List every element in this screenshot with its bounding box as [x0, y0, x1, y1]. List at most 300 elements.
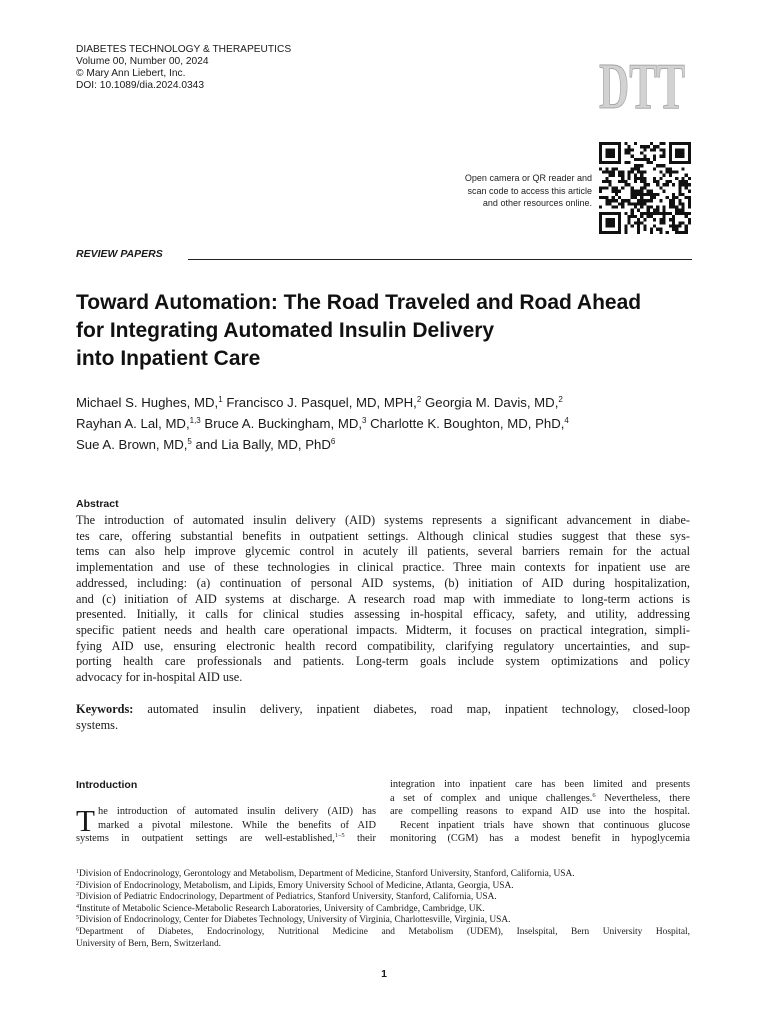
author-name: Michael S. Hughes, MD, [76, 395, 219, 410]
qr-finder-part [599, 142, 621, 145]
qr-module [621, 171, 624, 174]
qr-finder-part [605, 148, 615, 158]
qr-finder-part [599, 212, 602, 234]
qr-module [640, 158, 643, 161]
author-name: Charlotte K. Boughton, MD, PhD, [370, 416, 565, 431]
qr-module [650, 193, 653, 196]
qr-module [675, 224, 678, 227]
qr-module [681, 212, 684, 215]
qr-module [637, 218, 640, 221]
qr-module [618, 174, 621, 177]
intro-line: integration into inpatient care has been limited and presents [390, 779, 690, 790]
article-title [76, 289, 696, 373]
qr-module [678, 183, 681, 186]
qr-module [612, 190, 615, 193]
affiliation-item [76, 904, 690, 916]
qr-module [634, 205, 637, 208]
qr-module [624, 152, 627, 155]
journal-doi: DOI: 10.1089/dia.2024.0343 [76, 80, 205, 91]
qr-module [669, 171, 672, 174]
qr-module [653, 212, 656, 215]
qr-module [650, 148, 653, 151]
abstract-line: specific patient needs and health care operational impacts. Midterm, it focuses on practical integration, simpli- [76, 622, 690, 637]
qr-module [656, 164, 659, 167]
author-name: and Lia Bally, MD, PhD [195, 437, 331, 452]
qr-module [643, 148, 646, 151]
qr-module [650, 212, 653, 215]
affiliation-text: Division of Endocrinology, Center for Diabetes Technology, University of Virginia, Charlottesville, Virginia, USA. [79, 915, 511, 926]
qr-module [662, 209, 665, 212]
affiliation-text: Institute of Metabolic Science-Metabolic Research Laboratories, University of Cambridge, Cambridge, UK. [79, 903, 485, 914]
qr-module [653, 180, 656, 183]
qr-module [637, 199, 640, 202]
qr-module [659, 228, 662, 231]
qr-module [681, 167, 684, 170]
affiliation-number: 1 [76, 869, 79, 875]
qr-module [612, 196, 615, 199]
qr-module [688, 202, 691, 205]
author-line [76, 413, 569, 434]
qr-module [653, 155, 656, 158]
qr-note [420, 172, 592, 210]
qr-module [653, 196, 656, 199]
qr-module [662, 142, 665, 145]
qr-module [631, 212, 634, 215]
qr-module [634, 164, 637, 167]
qr-code[interactable] [599, 142, 691, 234]
keywords-line [76, 702, 690, 718]
qr-module [656, 180, 659, 183]
qr-module [631, 196, 634, 199]
qr-module [685, 231, 688, 234]
qr-note-line: Open camera or QR reader and [464, 173, 592, 183]
qr-module [643, 212, 646, 215]
qr-module [669, 174, 672, 177]
intro-column-right [390, 778, 690, 846]
qr-module [605, 180, 608, 183]
qr-module [628, 199, 631, 202]
qr-module [643, 228, 646, 231]
intro-line: he introduction of automated insulin delivery (AID) has [98, 806, 376, 817]
qr-module [615, 190, 618, 193]
qr-module [615, 193, 618, 196]
qr-module [675, 196, 678, 199]
qr-module [599, 205, 602, 208]
qr-module [675, 209, 678, 212]
qr-module [640, 212, 643, 215]
qr-module [634, 190, 637, 193]
drop-cap: T [76, 803, 95, 838]
qr-module [650, 215, 653, 218]
abstract-line: addressed, including: (a) continuation of personal AID systems, (b) initiation of AID during hospitalization, [76, 575, 690, 590]
qr-module [672, 202, 675, 205]
qr-module [675, 205, 678, 208]
qr-module [672, 215, 675, 218]
author-affiliation: 4 [564, 416, 569, 425]
author-line [76, 392, 569, 413]
qr-module [624, 231, 627, 234]
author-affiliation: 2 [558, 395, 563, 404]
qr-module [672, 199, 675, 202]
qr-module [675, 177, 678, 180]
qr-module [634, 180, 637, 183]
qr-module [628, 215, 631, 218]
qr-module [653, 209, 656, 212]
intro-line [76, 832, 376, 846]
qr-module [685, 180, 688, 183]
qr-module [640, 177, 643, 180]
qr-module [599, 186, 602, 189]
intro-line: are compelling reasons to expand AID use into the hospital. [390, 806, 690, 818]
qr-module [602, 171, 605, 174]
author-affiliation: 6 [330, 437, 336, 446]
qr-module [647, 193, 650, 196]
qr-module [612, 171, 615, 174]
qr-module [678, 221, 681, 224]
abstract-body [76, 513, 690, 686]
qr-module [615, 205, 618, 208]
author-name: Rayhan A. Lal, MD, [76, 416, 190, 431]
qr-module [647, 158, 650, 161]
qr-module [662, 205, 665, 208]
affiliation-number: 4 [76, 903, 79, 910]
author-name: Georgia M. Davis, MD, [424, 395, 559, 410]
introduction-heading: Introduction [76, 779, 138, 791]
intro-line: Recent inpatient trials have shown that continuous glucose [400, 819, 690, 831]
qr-module [631, 215, 634, 218]
qr-module [688, 183, 691, 186]
intro-text: a set of complex and unique challenges. [390, 792, 593, 804]
author-name: Bruce A. Buckingham, MD, [204, 416, 363, 431]
qr-module [688, 212, 691, 215]
qr-module [666, 183, 669, 186]
affiliation-item [76, 927, 690, 939]
qr-module [634, 193, 637, 196]
author-affiliation: 5 [187, 437, 192, 446]
qr-module [634, 177, 637, 180]
qr-module [681, 231, 684, 234]
qr-module [675, 228, 678, 231]
qr-module [624, 224, 627, 227]
affiliation-number: 2 [76, 880, 79, 887]
qr-module [637, 221, 640, 224]
qr-finder-part [669, 142, 672, 164]
qr-module [631, 148, 634, 151]
qr-module [612, 174, 615, 177]
affiliation-text: Division of Endocrinology, Metabolism, and Lipids, Emory University School of Medicine, Atlanta, Georgia, USA. [79, 880, 514, 891]
qr-finder-part [599, 231, 621, 234]
qr-module [647, 215, 650, 218]
abstract-line: The introduction of automated insulin delivery (AID) systems represents a significant advancement in diabe- [76, 513, 690, 527]
qr-module [659, 221, 662, 224]
qr-module [609, 174, 612, 177]
qr-module [599, 196, 602, 199]
qr-module [628, 145, 631, 148]
keywords-text: automated insulin delivery, inpatient diabetes, road map, inpatient technology, closed-loop [147, 702, 691, 716]
qr-module [612, 186, 615, 189]
qr-module [605, 202, 608, 205]
qr-module [672, 228, 675, 231]
qr-module [624, 199, 627, 202]
affiliation-item [76, 881, 690, 893]
qr-module [612, 199, 615, 202]
affiliation-number: 3 [76, 892, 79, 899]
qr-module [659, 177, 662, 180]
qr-module [678, 199, 681, 202]
qr-module [612, 205, 615, 208]
qr-module [688, 196, 691, 199]
qr-module [647, 183, 650, 186]
qr-module [672, 171, 675, 174]
qr-module [656, 205, 659, 208]
qr-module [669, 212, 672, 215]
abstract-line: tems can also help improve glycemic control in acutely ill patients, several barriers remain for the actual [76, 544, 690, 559]
qr-module [666, 180, 669, 183]
qr-module [653, 145, 656, 148]
qr-module [624, 148, 627, 151]
qr-module [688, 199, 691, 202]
qr-module [624, 228, 627, 231]
author-affiliation: 1,3 [189, 416, 201, 425]
qr-module [678, 180, 681, 183]
qr-module [631, 224, 634, 227]
qr-module [605, 199, 608, 202]
qr-module [662, 174, 665, 177]
qr-module [637, 202, 640, 205]
qr-finder-part [669, 161, 691, 164]
journal-volume: Volume 00, Number 00, 2024 [76, 56, 209, 67]
intro-line: marked a pivotal milestone. While the benefits of AID [98, 819, 376, 831]
qr-module [681, 209, 684, 212]
qr-module [605, 177, 608, 180]
qr-module [653, 167, 656, 170]
qr-module [634, 158, 637, 161]
qr-module [631, 171, 634, 174]
qr-module [637, 177, 640, 180]
author-name: Francisco J. Pasquel, MD, MPH, [226, 395, 417, 410]
qr-module [637, 224, 640, 227]
qr-module [659, 186, 662, 189]
qr-module [643, 155, 646, 158]
affiliation-number: 5 [76, 915, 79, 922]
qr-module [650, 205, 653, 208]
qr-module [675, 212, 678, 215]
qr-module [659, 231, 662, 234]
qr-module [681, 193, 684, 196]
qr-module [685, 174, 688, 177]
qr-module [640, 174, 643, 177]
qr-module [685, 224, 688, 227]
qr-module [640, 202, 643, 205]
qr-module [631, 155, 634, 158]
qr-module [659, 171, 662, 174]
qr-module [669, 167, 672, 170]
qr-module [640, 180, 643, 183]
qr-finder-part [599, 161, 621, 164]
qr-module [647, 190, 650, 193]
qr-module [618, 171, 621, 174]
qr-module [640, 190, 643, 193]
qr-module [631, 167, 634, 170]
qr-finder-part [599, 142, 602, 164]
qr-finder-part [605, 218, 615, 228]
author-name: Sue A. Brown, MD, [76, 437, 188, 452]
qr-module [624, 183, 627, 186]
affiliation-item [76, 892, 690, 904]
qr-module [688, 190, 691, 193]
citation[interactable]: 1–5 [334, 832, 345, 840]
qr-module [637, 167, 640, 170]
qr-module [656, 212, 659, 215]
author-affiliation: 1 [218, 395, 223, 404]
qr-module [599, 167, 602, 170]
qr-module [681, 180, 684, 183]
qr-module [618, 180, 621, 183]
qr-module [643, 177, 646, 180]
affiliation-number: 6 [76, 926, 79, 933]
qr-module [662, 164, 665, 167]
qr-module [678, 212, 681, 215]
qr-module [634, 174, 637, 177]
qr-module [624, 161, 627, 164]
qr-module [656, 145, 659, 148]
qr-module [647, 145, 650, 148]
qr-module [628, 161, 631, 164]
qr-module [653, 224, 656, 227]
qr-module [612, 167, 615, 170]
qr-module [643, 186, 646, 189]
qr-module [621, 186, 624, 189]
qr-module [621, 202, 624, 205]
qr-module [681, 221, 684, 224]
qr-module [602, 196, 605, 199]
qr-module [628, 177, 631, 180]
qr-module [615, 199, 618, 202]
affiliations [76, 869, 690, 950]
qr-module [678, 231, 681, 234]
qr-module [653, 148, 656, 151]
qr-module [669, 202, 672, 205]
title-line: Toward Automation: The Road Traveled and Road Ahead [76, 291, 642, 314]
qr-module [618, 196, 621, 199]
qr-module [624, 142, 627, 145]
qr-module [678, 209, 681, 212]
qr-module [666, 231, 669, 234]
qr-module [656, 209, 659, 212]
qr-module [688, 218, 691, 221]
qr-module [678, 193, 681, 196]
qr-module [628, 218, 631, 221]
qr-module [637, 231, 640, 234]
qr-module [628, 152, 631, 155]
qr-module [662, 148, 665, 151]
qr-module [647, 199, 650, 202]
qr-module [672, 224, 675, 227]
qr-module [640, 186, 643, 189]
qr-module [643, 145, 646, 148]
qr-module [659, 218, 662, 221]
qr-module [640, 221, 643, 224]
qr-module [688, 221, 691, 224]
qr-module [640, 145, 643, 148]
qr-module [618, 202, 621, 205]
qr-module [688, 205, 691, 208]
abstract-line: tes care, offering substantial benefits in outpatient settings. Although clinical studies suggest that these sys- [76, 528, 690, 543]
qr-module [653, 193, 656, 196]
qr-module [628, 174, 631, 177]
qr-module [599, 190, 602, 193]
qr-module [605, 171, 608, 174]
intro-line [390, 792, 690, 806]
qr-module [631, 193, 634, 196]
qr-module [672, 196, 675, 199]
qr-module [621, 180, 624, 183]
qr-module [621, 199, 624, 202]
qr-module [650, 161, 653, 164]
qr-module [669, 180, 672, 183]
qr-module [688, 177, 691, 180]
qr-module [609, 202, 612, 205]
affiliation-item [76, 915, 690, 927]
qr-module [650, 190, 653, 193]
qr-module [634, 196, 637, 199]
qr-module [643, 199, 646, 202]
qr-module [605, 167, 608, 170]
qr-module [650, 196, 653, 199]
qr-module [637, 171, 640, 174]
qr-module [650, 231, 653, 234]
qr-module [662, 218, 665, 221]
qr-module [609, 171, 612, 174]
qr-module [662, 212, 665, 215]
qr-module [669, 218, 672, 221]
affiliation-item [76, 869, 690, 881]
abstract-line: porting health care professionals and patients. Long-term goals include system optimizations and policy [76, 654, 690, 669]
qr-module [653, 177, 656, 180]
qr-module [634, 142, 637, 145]
qr-module [647, 205, 650, 208]
qr-module [602, 180, 605, 183]
journal-header [76, 44, 291, 92]
qr-module [640, 171, 643, 174]
qr-module [643, 180, 646, 183]
qr-module [628, 148, 631, 151]
qr-module [662, 215, 665, 218]
qr-module [637, 158, 640, 161]
qr-finder-part [618, 142, 621, 164]
qr-module [634, 202, 637, 205]
qr-module [643, 158, 646, 161]
qr-module [643, 202, 646, 205]
abstract-line: fying AID use, ensuring electronic health record compatibility, clarifying regulatory uncertainties, and sup- [76, 638, 690, 653]
qr-module [634, 221, 637, 224]
qr-module [685, 215, 688, 218]
author-line [76, 434, 569, 455]
citation[interactable]: 6 [592, 791, 596, 799]
qr-module [631, 186, 634, 189]
qr-module [628, 183, 631, 186]
qr-module [685, 228, 688, 231]
qr-module [669, 205, 672, 208]
qr-module [666, 212, 669, 215]
author-affiliation: 3 [362, 416, 367, 425]
qr-module [647, 212, 650, 215]
intro-line: monitoring (CGM) has a modest benefit in hypoglycemia [390, 833, 690, 845]
journal-copyright: © Mary Ann Liebert, Inc. [76, 68, 186, 79]
qr-module [666, 171, 669, 174]
intro-text: Nevertheless, there [604, 792, 691, 804]
qr-module [609, 183, 612, 186]
